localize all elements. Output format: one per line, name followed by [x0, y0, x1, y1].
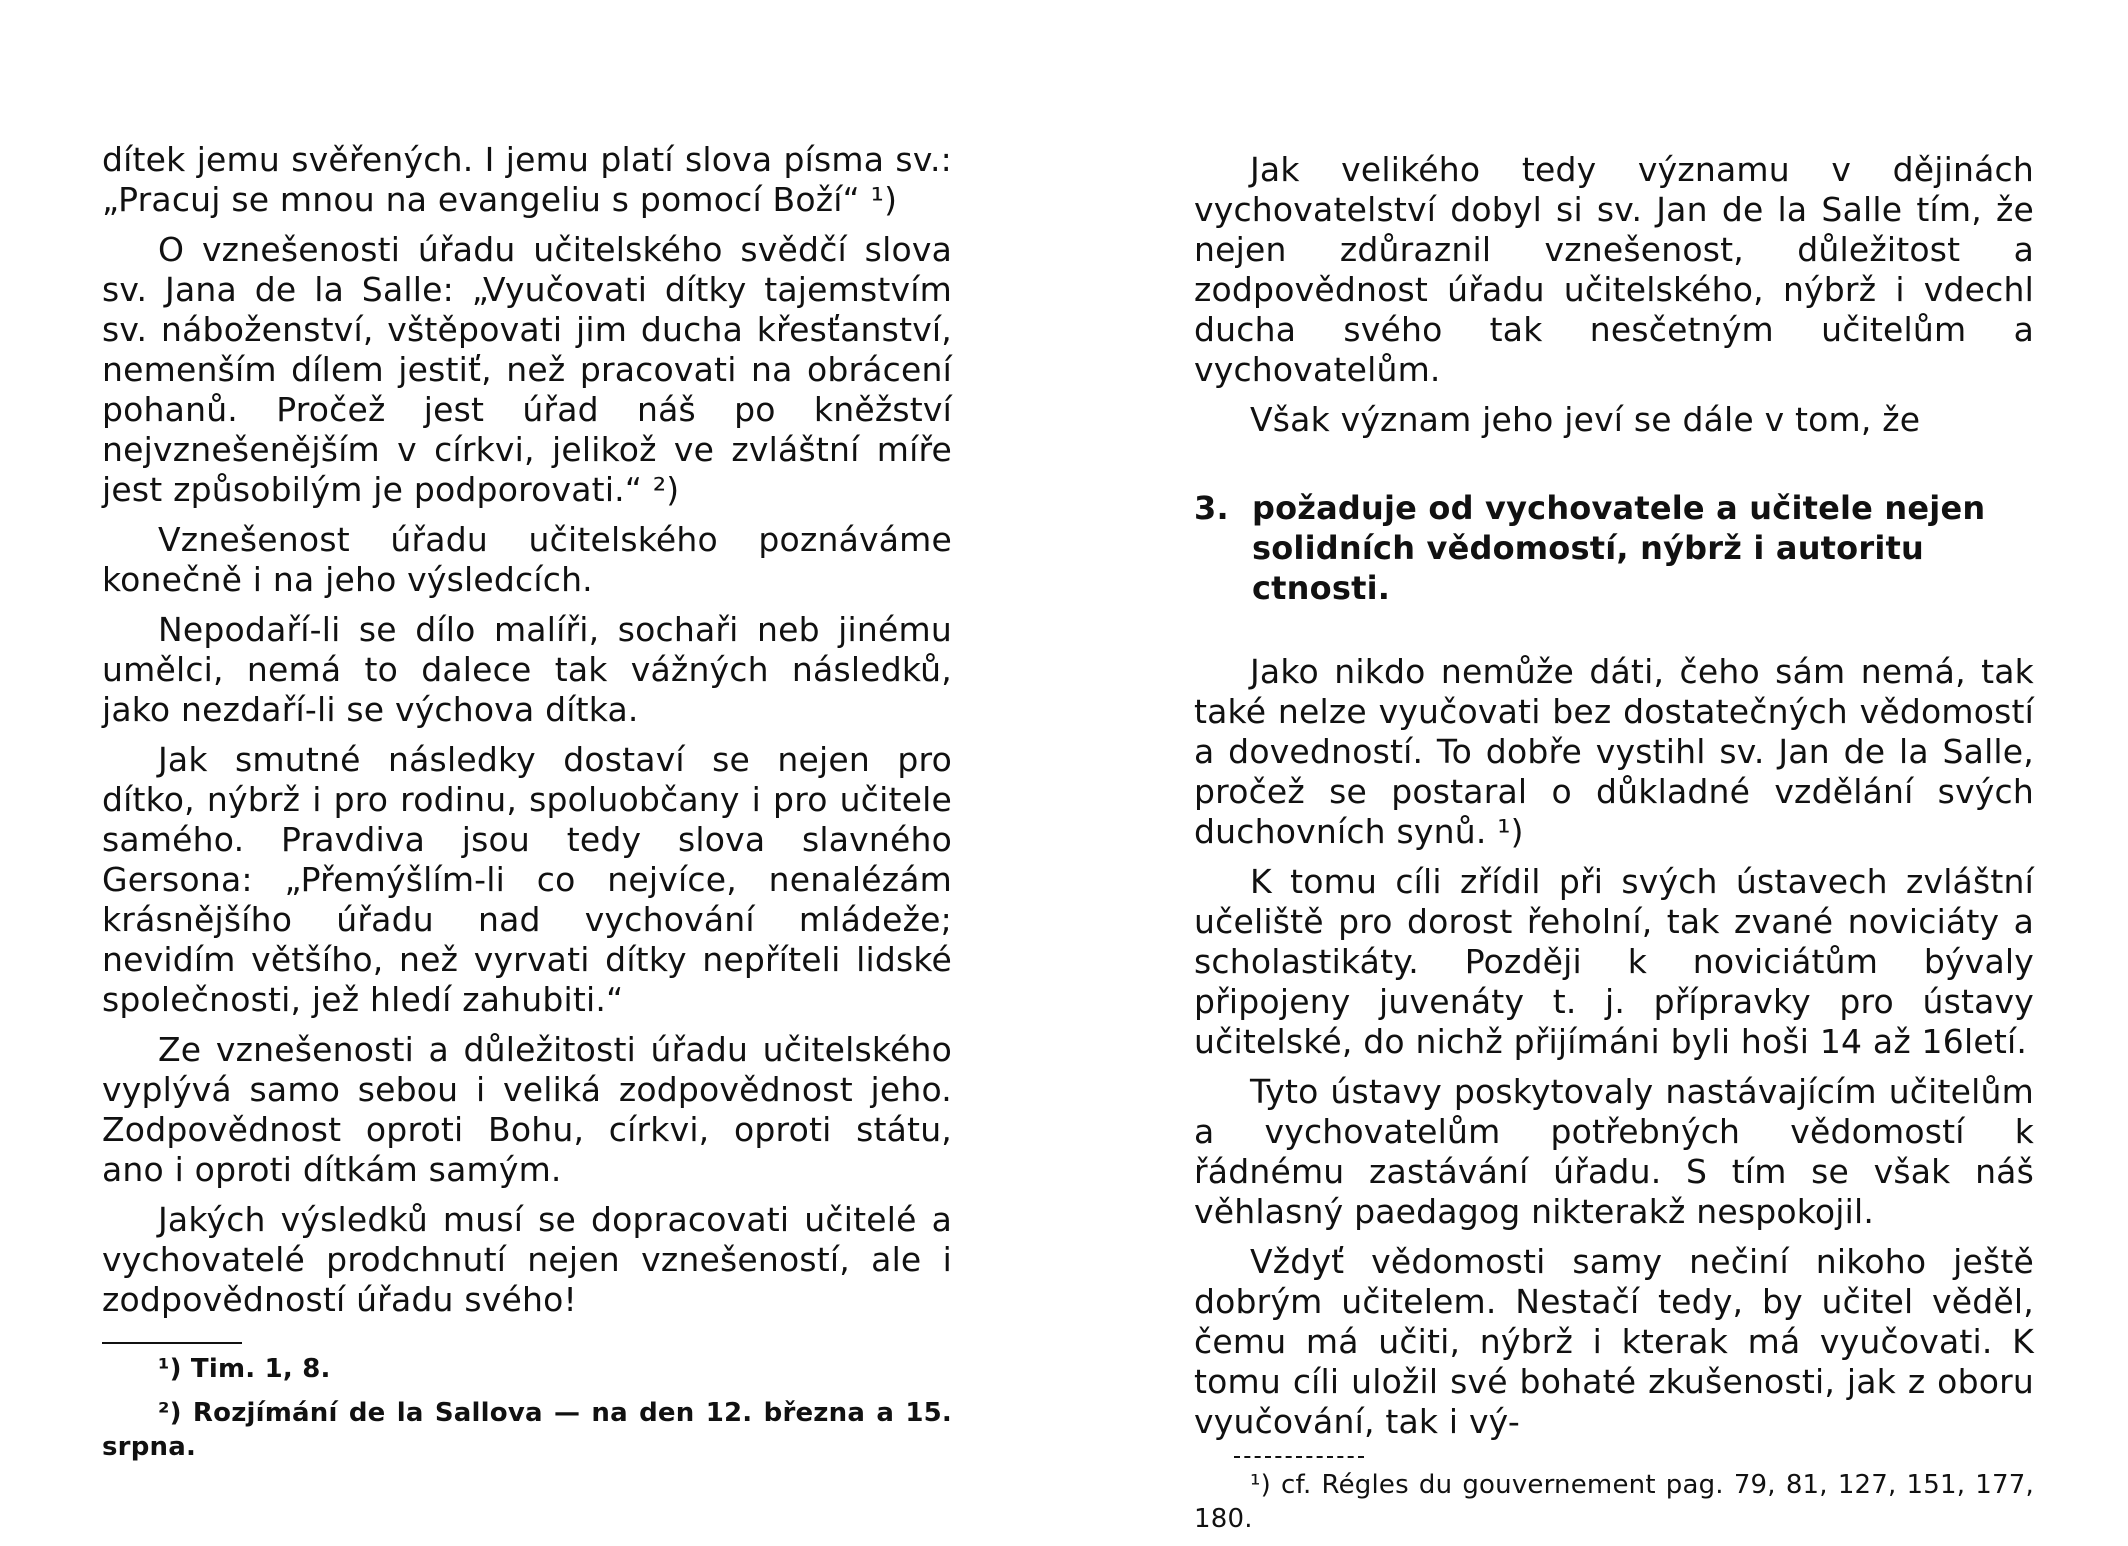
footnote-divider: [1234, 1456, 1364, 1458]
paragraph: Jakých výsledků musí se dopracovati učitelé a vychovatelé prodchnutí nejen vznešeností, ale i zodpovědností úřadu svého!: [102, 1200, 952, 1319]
paragraph: Vždyť vědomosti samy nečiní nikoho ještě dobrým učitelem. Nestačí tedy, by učitel věděl, čemu má učiti, nýbrž i kterak má vyučovati. K tomu cíli uložil své bohaté zkušenosti, jak z oboru vyučování, tak i vý-: [1194, 1242, 2034, 1441]
paragraph: Vznešenost úřadu učitelského poznáváme konečně i na jeho výsledcích.: [102, 520, 952, 599]
paragraph: Tyto ústavy poskytovaly nastávajícím učitelům a vychovatelům potřebných vědomostí k řádnému zastávání úřadu. S tím se však náš věhlasný paedagog nikterakž nespokojil.: [1194, 1072, 2034, 1231]
section-number: 3.: [1194, 489, 1229, 527]
paragraph: O vznešenosti úřadu učitelského svědčí slova sv. Jana de la Salle: „Vyučovati dítky tajemstvím sv. náboženství, vštěpovati jim ducha křesťanství, nemenším dílem jestiť, než pracovati na obrácení pohanů. Pročež jest úřad náš po kněžství nejvznešenějším v církvi, jelikož ve zvláštní míře jest způsobilým je podporovati.“ ²): [102, 230, 952, 509]
footnote: ²) Rozjímání de la Sallova — na den 12. března a 15. srpna.: [102, 1398, 952, 1462]
right-text-column: [1194, 150, 2034, 1546]
section-heading-text: požaduje od vychovatele a učitele nejen solidních vědomostí, nýbrž i autoritu ctnosti.: [1252, 489, 1986, 607]
paragraph: K tomu cíli zřídil při svých ústavech zvláštní učeliště pro dorost řeholní, tak zvané noviciáty a scholastikáty. Později k noviciátům bývaly připojeny juvenáty t. j. přípravky pro ústavy učitelské, do nichž přijímáni byli hoši 14 až 16letí.: [1194, 862, 2034, 1061]
section-heading: [1194, 488, 2034, 608]
left-page: [0, 0, 1064, 1500]
paragraph: Jako nikdo nemůže dáti, čeho sám nemá, tak také nelze vyučovati bez dostatečných vědomostí a dovedností. To dobře vystihl sv. Jan de la Salle, pročež se postaral o důkladné vzdělání svých duchovních synů. ¹): [1194, 652, 2034, 851]
right-page: [1064, 0, 2128, 1534]
paragraph: Jak smutné následky dostaví se nejen pro dítko, nýbrž i pro rodinu, spoluobčany i pro učitele samého. Pravdiva jsou tedy slova slavného Gersona: „Přemýšlím-li co nejvíce, nenalézám krásnějšího úřadu nad vychování mládeže; nevidím většího, než vyrvati dítky nepříteli lidské společnosti, jež hledí zahubiti.“: [102, 740, 952, 1019]
footnote-divider: [102, 1342, 242, 1344]
footnote: ¹) Tim. 1, 8.: [158, 1354, 331, 1384]
paragraph: Nepodaří-li se dílo malíři, sochaři neb jinému umělci, nemá to dalece tak vážných následků, jako nezdaří-li se výchova dítka.: [102, 610, 952, 729]
paragraph: Jak velikého tedy významu v dějinách vychovatelství dobyl si sv. Jan de la Salle tím, že nejen zdůraznil vznešenost, důležitost a zodpovědnost úřadu učitelského, nýbrž i vdechl ducha svého tak nesčetným učitelům a vychovatelům.: [1194, 150, 2034, 389]
paragraph: Však význam jeho jeví se dále v tom, že: [1250, 400, 1921, 439]
paragraph: Ze vznešenosti a důležitosti úřadu učitelského vyplývá samo sebou i veliká zodpovědnost jeho. Zodpovědnost oproti Bohu, církvi, oproti státu, ano i oproti dítkám samým.: [102, 1030, 952, 1189]
left-text-column: [102, 140, 952, 1474]
paragraph: dítek jemu svěřených. I jemu platí slova písma sv.: „Pracuj se mnou na evangeliu s pomocí Boží“ ¹): [102, 140, 952, 219]
footnote: ¹) cf. Régles du gouvernement pag. 79, 81, 127, 151, 177, 180.: [1194, 1470, 2034, 1534]
